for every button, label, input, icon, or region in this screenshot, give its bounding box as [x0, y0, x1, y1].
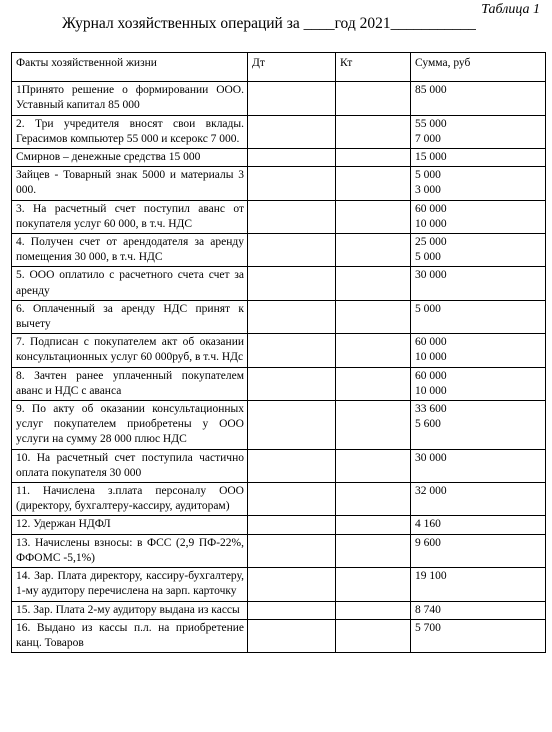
- credit-cell: [336, 334, 411, 367]
- amount-value: 19 100: [415, 570, 447, 583]
- table-row: [12, 300, 546, 333]
- fact-cell: 5. ООО оплатило с расчетного счета счет за аренду: [12, 267, 248, 300]
- fact-cell: 9. По акту об оказании консультационных услуг покупателем приобретены у ООО услуги на сумму 28 000 плюс НДС: [12, 401, 248, 450]
- table-row: [12, 619, 546, 652]
- amount-cell: [411, 619, 546, 652]
- amount-value: 32 000: [415, 485, 447, 498]
- credit-cell: [336, 401, 411, 450]
- amount-cell: [411, 568, 546, 601]
- column-header-debit: Дт: [248, 53, 336, 82]
- fact-cell: 11. Начислена з.плата персоналу ООО (директору, бухгалтеру-кассиру, аудиторам): [12, 483, 248, 516]
- credit-cell: [336, 483, 411, 516]
- fact-cell: 13. Начислены взносы: в ФСС (2,9 ПФ-22%, ФФОМС -5,1%): [12, 534, 248, 567]
- debit-cell: [248, 619, 336, 652]
- debit-cell: [248, 234, 336, 267]
- amount-value: 8 740: [415, 603, 441, 616]
- table-row: [12, 601, 546, 619]
- journal-table: [11, 52, 546, 653]
- fact-cell: 1Принято решение о формировании ООО. Уставный капитал 85 000: [12, 82, 248, 115]
- credit-cell: [336, 568, 411, 601]
- credit-cell: [336, 200, 411, 233]
- fact-cell: 14. Зар. Плата директору, кассиру-бухгалтеру, 1-му аудитору перечислена на зарп. карточку: [12, 568, 248, 601]
- amount-cell: [411, 167, 546, 200]
- column-header-amount: Сумма, руб: [411, 53, 546, 82]
- credit-cell: [336, 115, 411, 148]
- debit-cell: [248, 516, 336, 534]
- credit-cell: [336, 234, 411, 267]
- amount-value: 9 600: [415, 536, 441, 549]
- debit-cell: [248, 115, 336, 148]
- debit-cell: [248, 300, 336, 333]
- credit-cell: [336, 601, 411, 619]
- journal-body: [12, 82, 546, 653]
- amount-value: 85 000: [415, 84, 447, 97]
- amount-value: 15 000: [415, 151, 447, 164]
- fact-cell: 12. Удержан НДФЛ: [12, 516, 248, 534]
- debit-cell: [248, 401, 336, 450]
- amount-value: 7 000: [415, 132, 441, 145]
- debit-cell: [248, 449, 336, 482]
- table-row: [12, 401, 546, 450]
- debit-cell: [248, 267, 336, 300]
- amount-cell: [411, 601, 546, 619]
- fact-cell: 6. Оплаченный за аренду НДС принят к вычету: [12, 300, 248, 333]
- amount-cell: [411, 401, 546, 450]
- amount-value: 5 000: [415, 251, 441, 264]
- amount-value: 3 000: [415, 184, 441, 197]
- debit-cell: [248, 534, 336, 567]
- credit-cell: [336, 167, 411, 200]
- debit-cell: [248, 367, 336, 400]
- fact-cell: 8. Зачтен ранее уплаченный покупателем аванс и НДС с аванса: [12, 367, 248, 400]
- table-row: [12, 367, 546, 400]
- table-row: [12, 568, 546, 601]
- fact-cell: 7. Подписан с покупателем акт об оказании консультационных услуг 60 000руб, в т.ч. НДс: [12, 334, 248, 367]
- amount-value: 5 000: [415, 169, 441, 182]
- amount-cell: [411, 115, 546, 148]
- table-row: [12, 149, 546, 167]
- fact-cell: 3. На расчетный счет поступил аванс от покупателя услуг 60 000, в т.ч. НДС: [12, 200, 248, 233]
- amount-value: 33 600: [415, 403, 447, 416]
- amount-value: 60 000: [415, 336, 447, 349]
- debit-cell: [248, 568, 336, 601]
- debit-cell: [248, 82, 336, 115]
- amount-value: 5 600: [415, 418, 441, 431]
- amount-cell: [411, 82, 546, 115]
- table-header-row: [12, 53, 546, 82]
- column-header-facts: Факты хозяйственной жизни: [12, 53, 248, 82]
- table-row: [12, 483, 546, 516]
- table-row: [12, 449, 546, 482]
- amount-value: 5 700: [415, 621, 441, 634]
- amount-cell: [411, 300, 546, 333]
- table-row: [12, 115, 546, 148]
- debit-cell: [248, 167, 336, 200]
- table-row: [12, 267, 546, 300]
- amount-cell: [411, 534, 546, 567]
- table-caption: Таблица 1: [481, 2, 540, 17]
- amount-cell: [411, 449, 546, 482]
- credit-cell: [336, 367, 411, 400]
- table-row: [12, 334, 546, 367]
- debit-cell: [248, 200, 336, 233]
- credit-cell: [336, 619, 411, 652]
- amount-value: 10 000: [415, 384, 447, 397]
- amount-value: 30 000: [415, 269, 447, 282]
- debit-cell: [248, 483, 336, 516]
- debit-cell: [248, 601, 336, 619]
- amount-cell: [411, 200, 546, 233]
- amount-value: 30 000: [415, 451, 447, 464]
- amount-cell: [411, 516, 546, 534]
- fact-cell: 4. Получен счет от арендодателя за аренду помещения 30 000, в т.ч. НДС: [12, 234, 248, 267]
- amount-value: 10 000: [415, 217, 447, 230]
- amount-value: 4 160: [415, 518, 441, 531]
- amount-cell: [411, 483, 546, 516]
- amount-cell: [411, 334, 546, 367]
- table-row: [12, 234, 546, 267]
- amount-value: 10 000: [415, 351, 447, 364]
- credit-cell: [336, 449, 411, 482]
- fact-cell: 10. На расчетный счет поступила частично оплата покупателя 30 000: [12, 449, 248, 482]
- table-row: [12, 82, 546, 115]
- debit-cell: [248, 334, 336, 367]
- page-title: Журнал хозяйственных операций за ____год 2021___________: [62, 15, 476, 32]
- fact-cell: Зайцев - Товарный знак 5000 и материалы 3 000.: [12, 167, 248, 200]
- table-row: [12, 534, 546, 567]
- amount-value: 55 000: [415, 117, 447, 130]
- fact-cell: 2. Три учредителя вносят свои вклады. Герасимов компьютер 55 000 и ксерокс 7 000.: [12, 115, 248, 148]
- credit-cell: [336, 534, 411, 567]
- table-row: [12, 200, 546, 233]
- amount-value: 5 000: [415, 302, 441, 315]
- amount-cell: [411, 234, 546, 267]
- amount-cell: [411, 267, 546, 300]
- credit-cell: [336, 149, 411, 167]
- amount-cell: [411, 367, 546, 400]
- debit-cell: [248, 149, 336, 167]
- column-header-credit: Кт: [336, 53, 411, 82]
- credit-cell: [336, 82, 411, 115]
- fact-cell: 16. Выдано из кассы п.л. на приобретение канц. Товаров: [12, 619, 248, 652]
- fact-cell: 15. Зар. Плата 2-му аудитору выдана из кассы: [12, 601, 248, 619]
- credit-cell: [336, 267, 411, 300]
- fact-cell: Смирнов – денежные средства 15 000: [12, 149, 248, 167]
- amount-cell: [411, 149, 546, 167]
- table-row: [12, 516, 546, 534]
- credit-cell: [336, 300, 411, 333]
- amount-value: 60 000: [415, 202, 447, 215]
- table-row: [12, 167, 546, 200]
- credit-cell: [336, 516, 411, 534]
- amount-value: 25 000: [415, 236, 447, 249]
- amount-value: 60 000: [415, 369, 447, 382]
